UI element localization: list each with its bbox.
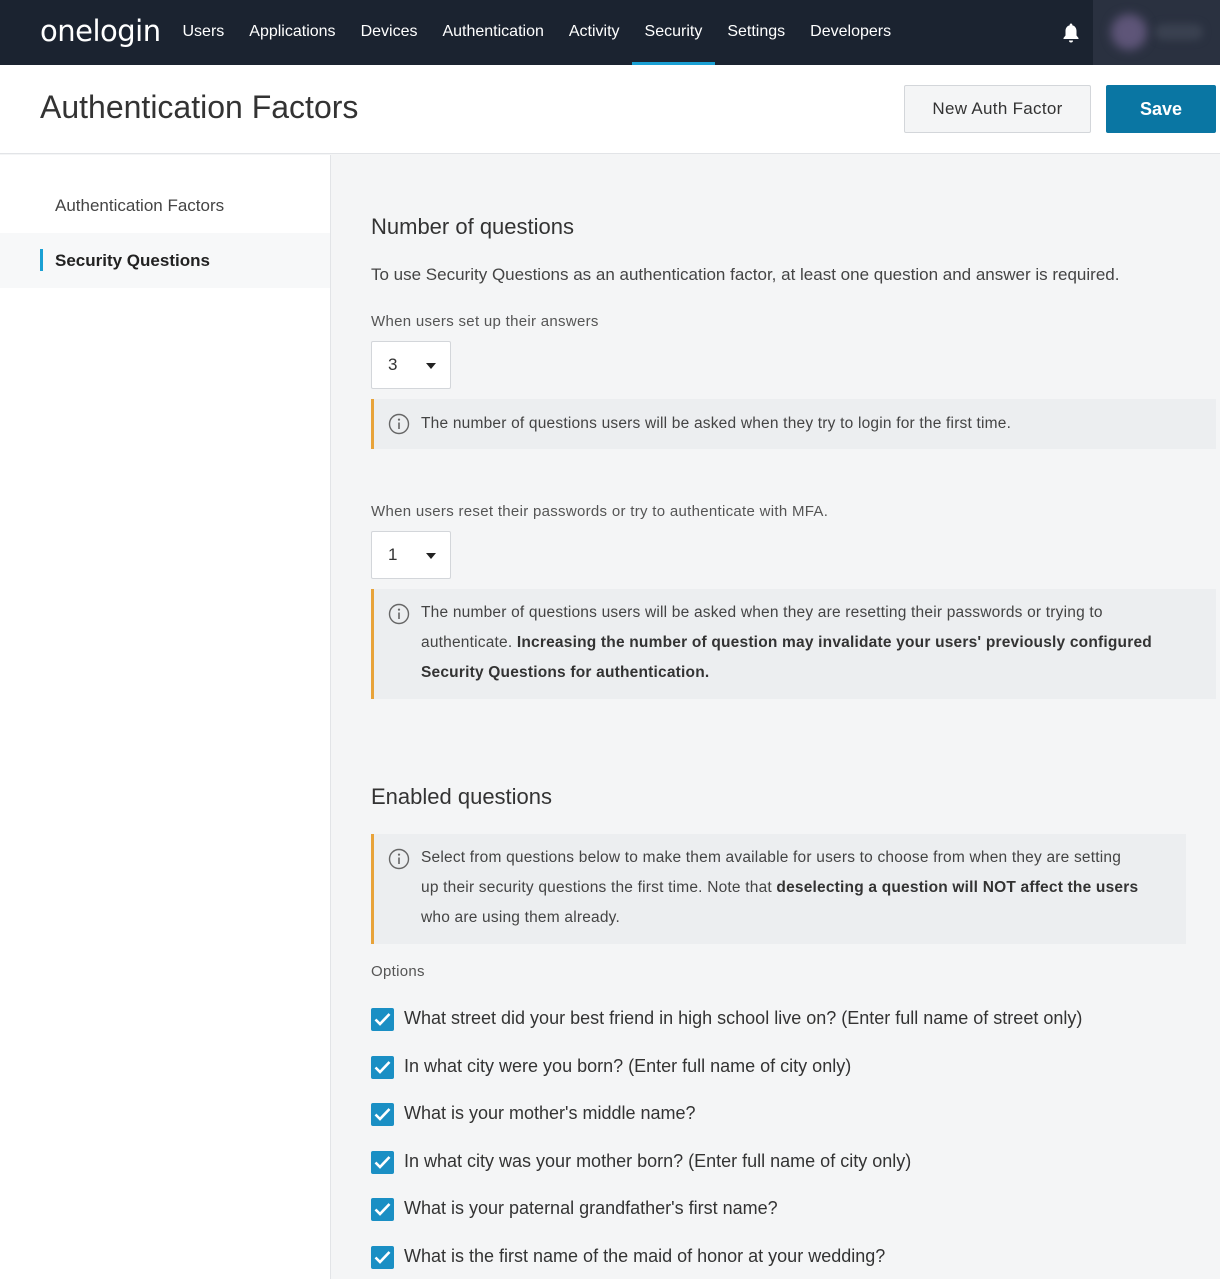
check-icon — [374, 1060, 391, 1075]
new-auth-factor-button[interactable]: New Auth Factor — [904, 85, 1091, 133]
question-label: What is the first name of the maid of honor at your wedding? — [404, 1246, 886, 1266]
info-icon — [388, 848, 410, 870]
avatar — [1111, 14, 1147, 50]
nav-item-security[interactable]: Security — [632, 0, 715, 65]
section-title-enabled-questions: Enabled questions — [371, 784, 553, 809]
question-label: In what city were you born? (Enter full name of city only) — [404, 1056, 852, 1076]
caret-down-icon — [426, 363, 436, 369]
setup-questions-count-select[interactable] — [371, 341, 451, 389]
nav-item-users[interactable]: Users — [182, 23, 225, 40]
check-icon — [374, 1250, 391, 1265]
nav-item-activity[interactable]: Activity — [568, 23, 620, 40]
nav-item-applications[interactable]: Applications — [249, 23, 336, 40]
question-label: In what city was your mother born? (Enter full name of city only) — [404, 1151, 912, 1171]
info-icon — [388, 603, 410, 625]
setup-answers-label: When users set up their answers — [371, 313, 599, 330]
info-text-warning: Increasing the number of question may invalidate your users' previously configured — [516, 634, 1152, 651]
checkbox-checked[interactable] — [371, 1056, 394, 1079]
info-text-warning: deselecting a question will NOT affect the users — [776, 879, 1139, 896]
nav-item-authentication[interactable]: Authentication — [442, 23, 544, 40]
info-icon — [388, 413, 410, 435]
page-title: Authentication Factors — [40, 89, 359, 125]
sidebar — [0, 155, 331, 1279]
info-text-line: who are using them already. — [421, 909, 620, 926]
reset-passwords-label: When users reset their passwords or try to authenticate with MFA. — [371, 503, 829, 520]
nav-item-settings[interactable]: Settings — [727, 23, 786, 40]
question-label: What street did your best friend in high school live on? (Enter full name of street only) — [404, 1008, 1083, 1028]
check-icon — [374, 1155, 391, 1170]
question-label: What is your paternal grandfather's first name? — [404, 1198, 778, 1218]
info-text-line: up their security questions the first time. Note that — [421, 879, 777, 896]
options-label: Options — [371, 963, 425, 980]
checkbox-checked[interactable] — [371, 1246, 394, 1269]
enabled-info-box — [371, 834, 1186, 944]
setup-info-box — [371, 399, 1216, 449]
bell-icon[interactable] — [1061, 22, 1081, 44]
sidebar-item-security-questions[interactable]: Security Questions — [0, 233, 330, 288]
sidebar-item-authentication-factors[interactable]: Authentication Factors — [55, 196, 225, 215]
info-text-line: Select from questions below to make them available for users to choose from when they are setting — [421, 849, 1122, 866]
onelogin-logo[interactable]: onelogin — [40, 14, 161, 48]
section-description: To use Security Questions as an authentication factor, at least one question and answer is required. — [371, 265, 1120, 284]
question-label: What is your mother's middle name? — [404, 1103, 696, 1123]
reset-questions-count-select[interactable] — [371, 531, 451, 579]
info-text-warning: Security Questions for authentication. — [421, 664, 710, 681]
caret-down-icon — [426, 553, 436, 559]
info-text — [421, 598, 1201, 688]
section-title-number-of-questions: Number of questions — [371, 214, 574, 239]
select-value: 3 — [388, 355, 398, 374]
check-icon — [374, 1012, 391, 1027]
reset-info-box — [371, 589, 1216, 699]
page-header — [0, 65, 1220, 154]
nav-item-developers[interactable]: Developers — [810, 23, 892, 40]
info-text: The number of questions users will be asked when they try to login for the first time. — [421, 415, 1012, 432]
info-text-line: authenticate. — [421, 634, 517, 651]
check-icon — [374, 1107, 391, 1122]
checkbox-checked[interactable] — [371, 1151, 394, 1174]
user-menu[interactable] — [1093, 0, 1220, 65]
info-text-line: The number of questions users will be asked when they are resetting their passwords or trying to — [421, 604, 1103, 621]
user-name-blurred — [1155, 24, 1203, 40]
checkbox-checked[interactable] — [371, 1198, 394, 1221]
main-nav — [170, 0, 904, 65]
main-content — [331, 155, 1220, 1279]
select-value: 1 — [388, 545, 398, 564]
info-text — [421, 843, 1181, 933]
save-button[interactable]: Save — [1106, 85, 1216, 133]
check-icon — [374, 1202, 391, 1217]
checkbox-checked[interactable] — [371, 1008, 394, 1031]
checkbox-checked[interactable] — [371, 1103, 394, 1126]
nav-item-devices[interactable]: Devices — [360, 23, 418, 40]
top-navigation-bar — [0, 0, 1220, 65]
